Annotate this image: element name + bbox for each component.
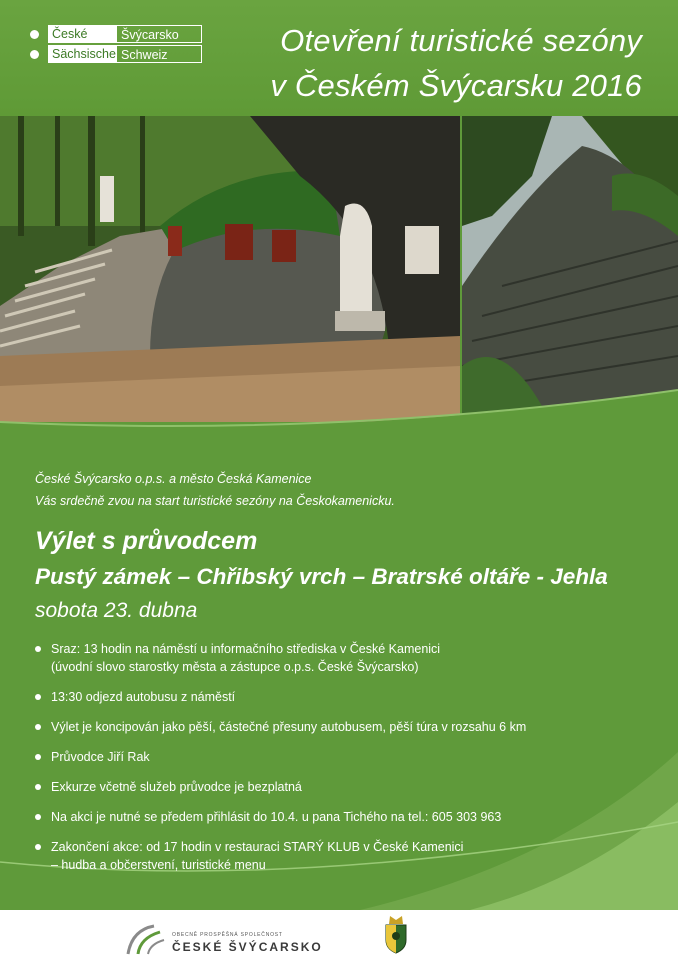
ops-logo: [124, 918, 324, 958]
list-item: [35, 778, 635, 796]
rock-chapel-photo: [0, 116, 460, 422]
list-item: [35, 838, 635, 874]
list-item-line: (úvodní slovo starostky města a zástupce o.p.s. České Švýcarsko): [51, 660, 419, 674]
footer: [0, 910, 678, 960]
page-title: [270, 18, 642, 108]
logo-row-bottom: [48, 45, 202, 63]
ops-logo-icon: [124, 920, 168, 956]
rock-wall-photo: [462, 116, 678, 422]
title-line: v Českém Švýcarsku 2016: [270, 68, 642, 103]
title-line: Otevření turistické sezóny: [280, 23, 642, 58]
list-item: [35, 748, 635, 766]
logo-text: České: [48, 25, 116, 43]
header: [0, 0, 678, 116]
coat-of-arms-icon: [381, 914, 411, 954]
list-item: [35, 640, 635, 676]
list-item-line: Na akci je nutné se předem přihlásit do 10.4. u pana Tichého na tel.: 605 303 963: [51, 810, 502, 824]
list-item-line: Zakončení akce: od 17 hodin v restauraci STARÝ KLUB v České Kamenici: [51, 840, 464, 854]
event-heading: Výlet s průvodcem: [35, 527, 258, 555]
list-item-line: – hudba a občerstvení, turistické menu: [51, 858, 266, 872]
logo-text: Sächsische: [48, 45, 116, 63]
logo-row-top: [48, 25, 202, 43]
info-list: [35, 640, 635, 886]
event-date: sobota 23. dubna: [35, 599, 198, 622]
event-route: Pustý zámek – Chřibský vrch – Bratrské oltáře - Jehla: [35, 564, 608, 589]
event-details: [0, 422, 678, 910]
intro-line: Vás srdečně zvou na start turistické sezóny na Českokamenicku.: [35, 494, 395, 508]
ops-logo-name: ČESKÉ ŠVÝCARSKO: [172, 940, 323, 954]
list-item-line: 13:30 odjezd autobusu z náměstí: [51, 690, 236, 704]
logo-text: Schweiz: [116, 45, 202, 63]
list-item: [35, 718, 635, 736]
list-item-line: Exkurze včetně služeb průvodce je bezplatná: [51, 780, 302, 794]
logo-dot-icon: [30, 30, 39, 39]
photo-strip: [0, 116, 678, 422]
list-item-line: Výlet je koncipován jako pěší, částečné přesuny autobusem, pěší túra v rozsahu 6 km: [51, 720, 527, 734]
list-item-line: Sraz: 13 hodin na náměstí u informačního střediska v České Kamenici: [51, 642, 441, 656]
intro-line: České Švýcarsko o.p.s. a město Česká Kamenice: [35, 472, 312, 486]
rock-wall-image: [462, 116, 678, 422]
logo-text: Švýcarsko: [116, 25, 202, 43]
list-item: [35, 688, 635, 706]
ceske-svycarsko-logo: [30, 24, 206, 66]
list-item-line: Průvodce Jiří Rak: [51, 750, 150, 764]
list-item: [35, 808, 635, 826]
rock-chapel-image: [0, 116, 460, 422]
ops-logo-small-text: OBECNĚ PROSPĚŠNÁ SPOLEČNOST: [172, 932, 283, 938]
logo-dot-icon: [30, 50, 39, 59]
